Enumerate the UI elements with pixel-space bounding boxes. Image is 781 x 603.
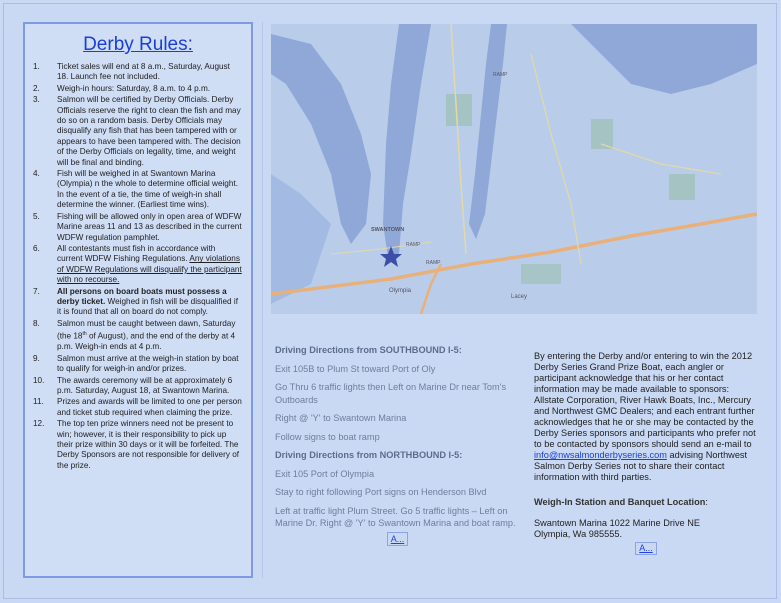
svg-text:RAMP: RAMP (406, 242, 421, 248)
rule-item: 6. All contestants must fish in accordance with current WDFW Fishing Regulations. Any violations of WDFW Regulations will disqualify the participant with no recourse. (33, 243, 242, 285)
disclosure-text: By entering the Derby and/or entering to win the 2012 Derby Series Grand Prize Boat, each angler or participant acknowledge that his or her contact information may be made available to sponsors: Allstate Corporation, River Hawk Boats, Inc., Mercury and Northwest GMC Dealers; and each entrant further acknowledges that he or she may be contacted by the Derby Series sponsors and participants who prefer not to be contacted by sponsors should send an e-mail to info@nwsalmonderbyseries.com advising Northwest Salmon Derby Series not to share their contact information with third parties. (534, 351, 756, 482)
direction-step: Follow signs to boat ramp (275, 431, 380, 442)
rule-item: 7. All persons on board boats must possess a derby ticket. Weighed in fish will be disqualified if it is found that all on board do not comply. (33, 286, 238, 317)
direction-step: Left at traffic light Plum Street. Go 5 traffic lights – Left on Marine Dr. Right @ 'Y' to Swantown Marina and boat ramp. (275, 505, 516, 528)
location-more-link[interactable]: A... (635, 542, 657, 555)
rule-item: 3. Salmon will be certified by Derby Officials. Derby Officials reserve the right to clean the fish and may do so on a random basis. Derby Officials may disqualify any fish that has been tampered with or appears to have been tampered with. The decision of the Derby Officials on legality, time, and weight will be final and binding. (33, 95, 241, 167)
location-heading: Weigh-In Station and Banquet Location (534, 497, 706, 507)
rule-item: 9. Salmon must arrive at the weigh-in station by boat to qualify for weigh-in and/or prizes. (33, 353, 239, 374)
map-graphic (271, 24, 757, 314)
directions-more-link[interactable]: A... (387, 532, 409, 547)
address-line: Swantown Marina 1022 Marine Drive NE (534, 518, 700, 528)
rule-item: 2. Weigh-in hours: Saturday, 8 a.m. to 4 p.m. (33, 83, 211, 93)
column-divider (262, 22, 263, 578)
direction-step: Exit 105B to Plum St toward Port of Oly (275, 363, 436, 374)
svg-text:RAMP: RAMP (426, 260, 441, 266)
driving-directions (275, 344, 520, 546)
address-line: Olympia, Wa 985555. (534, 529, 623, 539)
svg-text:Lacey: Lacey (511, 294, 528, 300)
direction-step: Right @ 'Y' to Swantown Marina (275, 413, 407, 423)
sponsor-disclosure: By entering the Derby and/or entering to win the 2012 Derby Series Grand Prize Boat, each angler or participant acknowledge that his or her contact information may be made available to sponsors: Allstate Corporation, River Hawk Boats, Inc., Mercury and Northwest GMC Dealers; and each entrant further acknowledges that he or she may be contacted by the Derby Series sponsors and participants who prefer not to be contacted by sponsors should send an e-mail to info@nwsalmonderbyseries.com advising Northwest Salmon Derby Series not to share their contact information with third parties. Weigh-In Station and Banquet Location: Swantown Marina 1022 Marine Drive NE Olympia, Wa 985555. A... (534, 351, 758, 555)
area-map[interactable] (271, 24, 757, 314)
direction-step: Exit 105 Port of Olympia (275, 468, 375, 479)
svg-text:RAMP: RAMP (493, 72, 508, 78)
direction-step: Go Thru 6 traffic lights then Left on Marine Dr near Tom's Outboards (275, 382, 507, 405)
rule-item: 11. Prizes and awards will be limited to one per person and ticket stub required when claiming the prize. (33, 397, 242, 417)
southbound-heading: Driving Directions from SOUTHBOUND I-5: (275, 345, 462, 355)
northbound-heading: Driving Directions from NORTHBOUND I-5: (275, 450, 463, 460)
rule-item: 8. Salmon must be caught between dawn, Saturday (the 18th of August), and the end of the derby at 4 p.m. Weigh-in ends at 4 p.m. (33, 318, 236, 352)
rule-item: 5. Fishing will be allowed only in open area of WDFW Marine areas 11 and 13 as described in the current WDFW regulation pamphlet. (33, 211, 242, 242)
rule-item: 1. Ticket sales will end at 8 a.m., Saturday, August 18. Launch fee not included. (33, 62, 230, 82)
derby-rules-panel (23, 22, 253, 578)
derby-rules-title: Derby Rules: (83, 34, 193, 55)
email-link[interactable]: info@nwsalmonderbyseries.com (534, 450, 667, 460)
rule-item: 12. The top ten prize winners need not be present to win; however, it is their responsibility to pick up their prize within 30 days or it will be forfeited. The Derby Sponsors are not responsible for delivery of the prize. (33, 419, 240, 470)
svg-text:SWANTOWN: SWANTOWN (371, 227, 405, 233)
direction-step: Stay to right following Port signs on Henderson Blvd (275, 487, 487, 497)
rule-item: 10. The awards ceremony will be at approximately 6 p.m. Saturday, August 18, at Swantown Marina. (33, 375, 233, 395)
rules-list (25, 62, 251, 471)
rule-item: 4. Fish will be weighed in at Swantown Marina (Olympia) n the whole to determine official weight. In the event of a tie, the time of weigh-in shall determine the winner. (Earliest time wins). (33, 169, 238, 210)
rule-violation-notice: Any violations of WDFW Regulations will disqualify the participant with no recourse. (57, 254, 242, 285)
svg-text:Olympia: Olympia (389, 288, 412, 294)
